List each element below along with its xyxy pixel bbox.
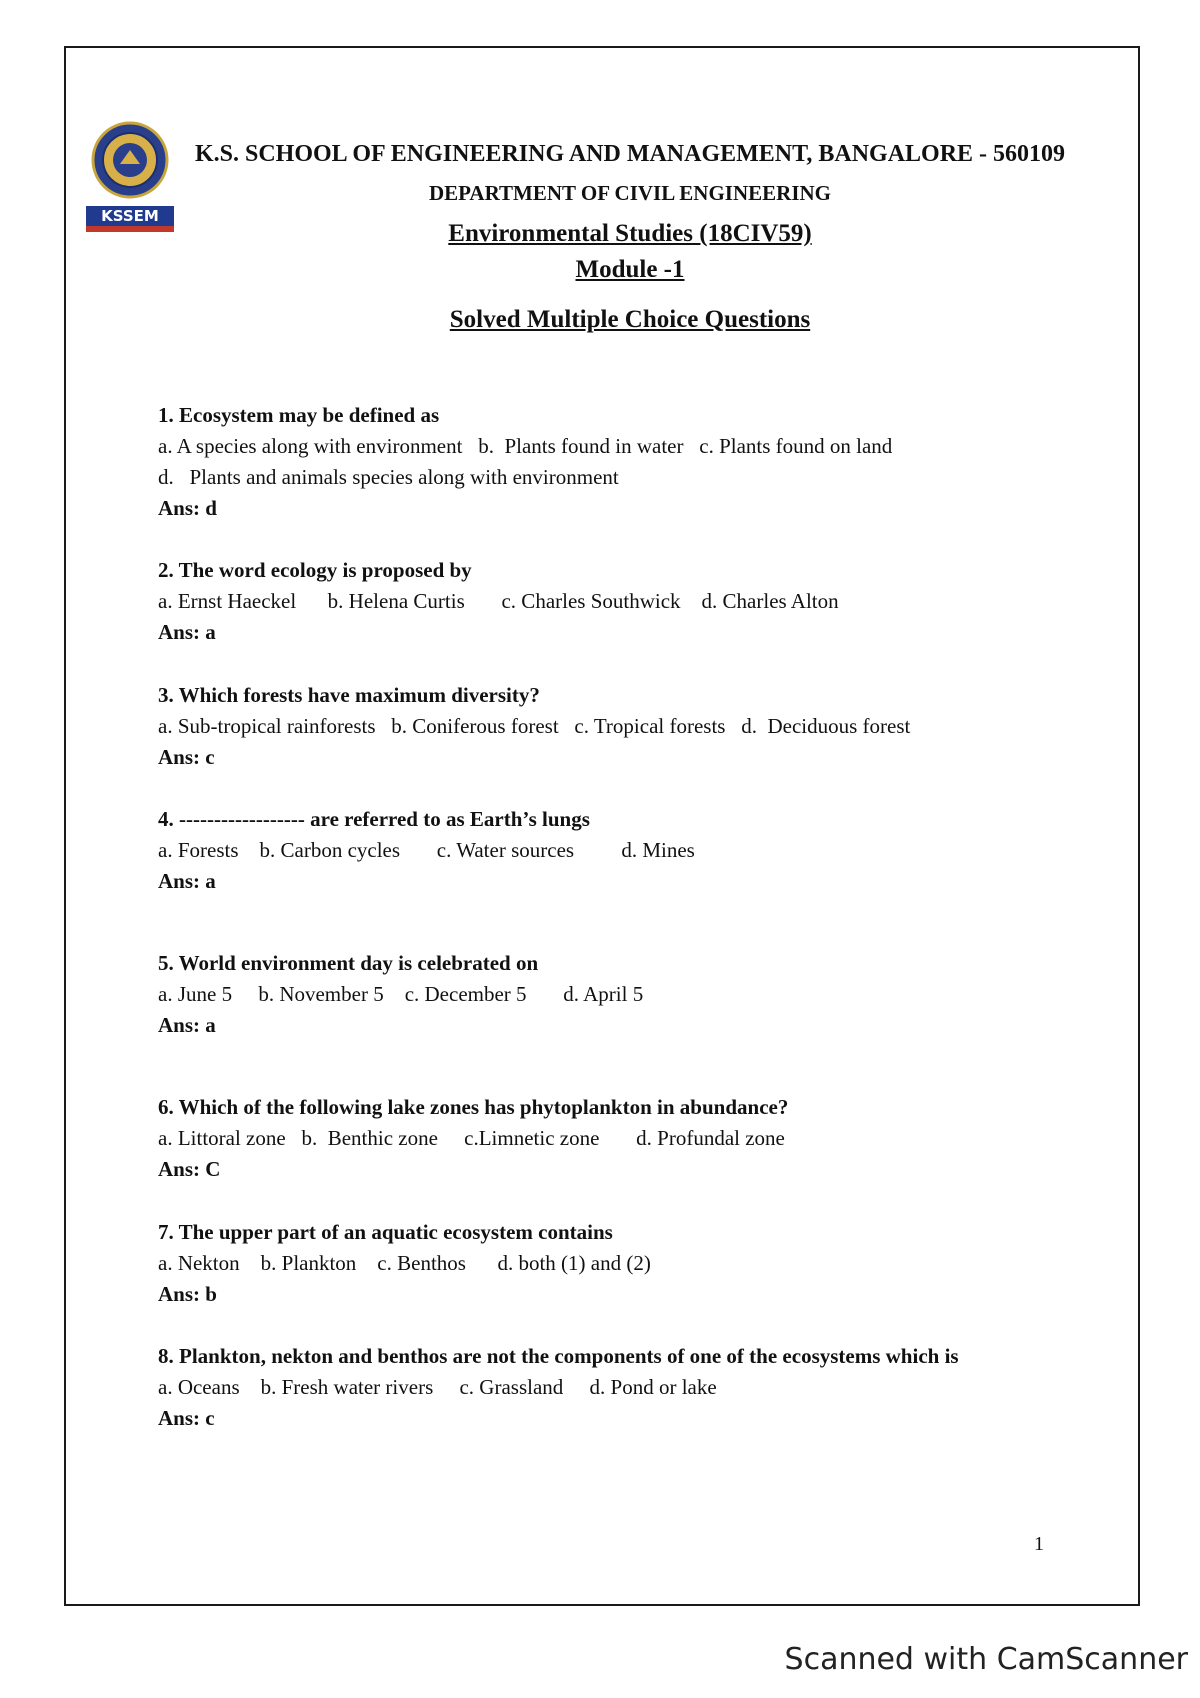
question-item bbox=[158, 1341, 1058, 1434]
question-text: 1. Ecosystem may be defined as bbox=[158, 403, 440, 427]
module-title: Module -1 bbox=[575, 256, 685, 283]
question-options: a. Sub-tropical rainforests b. Coniferous forest c. Tropical forests d. Deciduous forest bbox=[158, 714, 911, 738]
question-answer: Ans: C bbox=[158, 1157, 221, 1181]
question-text: 3. Which forests have maximum diversity? bbox=[158, 683, 540, 707]
section-title: Solved Multiple Choice Questions bbox=[449, 306, 811, 333]
question-text: 4. ------------------ are referred to as Earth’s lungs bbox=[158, 807, 590, 831]
course-title: Environmental Studies (18CIV59) bbox=[448, 220, 812, 247]
question-text: 2. The word ecology is proposed by bbox=[158, 558, 472, 582]
camscanner-watermark: Scanned with CamScanner bbox=[784, 1642, 1188, 1677]
question-options: a. Forests b. Carbon cycles c. Water sources d. Mines bbox=[158, 838, 695, 862]
question-options: d. Plants and animals species along with environment bbox=[158, 465, 619, 489]
question-answer: Ans: d bbox=[158, 496, 217, 520]
question-item bbox=[158, 1217, 1058, 1310]
question-answer: Ans: a bbox=[158, 1013, 216, 1037]
question-item bbox=[158, 804, 1058, 897]
logo-text: KSSEM bbox=[101, 207, 159, 225]
document-header bbox=[190, 140, 1070, 334]
question-text: 8. Plankton, nekton and benthos are not the components of one of the ecosystems which is bbox=[158, 1344, 959, 1368]
question-options: a. Ernst Haeckel b. Helena Curtis c. Charles Southwick d. Charles Alton bbox=[158, 589, 839, 613]
question-item bbox=[158, 400, 1058, 524]
question-options: a. Nekton b. Plankton c. Benthos d. both (1) and (2) bbox=[158, 1251, 651, 1275]
question-item bbox=[158, 680, 1058, 773]
institution-name: K.S. SCHOOL OF ENGINEERING AND MANAGEMENT, BANGALORE - 560109 bbox=[194, 141, 1066, 167]
question-text: 6. Which of the following lake zones has phytoplankton in abundance? bbox=[158, 1095, 789, 1119]
question-item bbox=[158, 948, 1058, 1041]
question-options: a. June 5 b. November 5 c. December 5 d. April 5 bbox=[158, 982, 644, 1006]
page-number: 1 bbox=[1034, 1533, 1044, 1555]
question-text: 5. World environment day is celebrated on bbox=[158, 951, 539, 975]
department-name: DEPARTMENT OF CIVIL ENGINEERING bbox=[428, 181, 831, 205]
question-answer: Ans: c bbox=[158, 745, 215, 769]
question-text: 7. The upper part of an aquatic ecosystem contains bbox=[158, 1220, 613, 1244]
question-answer: Ans: a bbox=[158, 869, 216, 893]
college-logo bbox=[84, 120, 176, 238]
question-options: a. Littoral zone b. Benthic zone c.Limnetic zone d. Profundal zone bbox=[158, 1126, 785, 1150]
question-answer: Ans: c bbox=[158, 1406, 215, 1430]
question-item bbox=[158, 1092, 1058, 1185]
question-answer: Ans: b bbox=[158, 1282, 217, 1306]
question-options: a. A species along with environment b. Plants found in water c. Plants found on land bbox=[158, 434, 893, 458]
question-options: a. Oceans b. Fresh water rivers c. Grassland d. Pond or lake bbox=[158, 1375, 717, 1399]
question-item bbox=[158, 555, 1058, 648]
question-answer: Ans: a bbox=[158, 620, 216, 644]
